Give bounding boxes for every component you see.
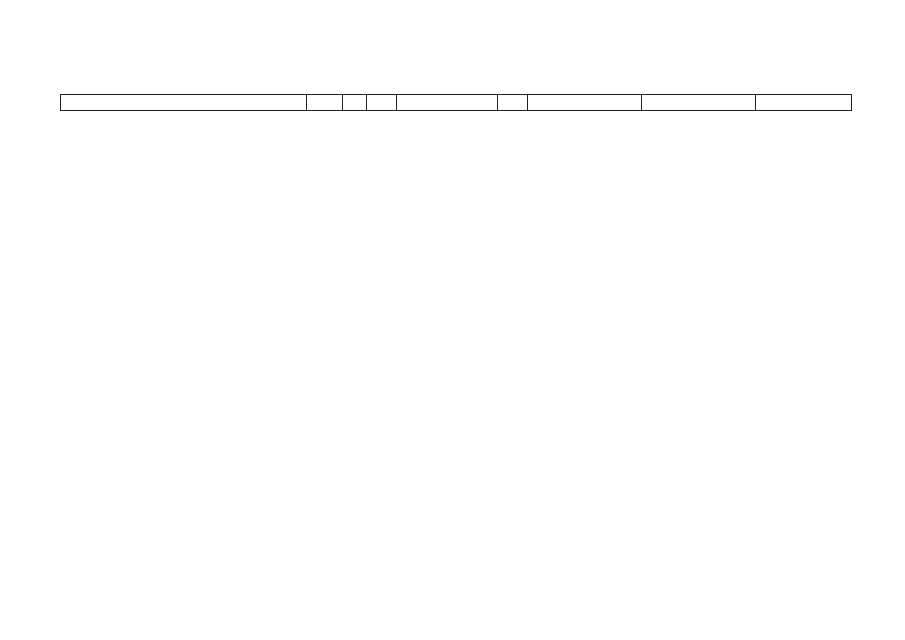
header-col-3 xyxy=(342,95,366,110)
header-col-2 xyxy=(306,95,342,110)
header-col-8 xyxy=(641,95,755,110)
header-col-4 xyxy=(366,95,396,110)
table-header xyxy=(60,94,852,111)
header-col-5 xyxy=(396,95,497,110)
header-col-9 xyxy=(755,95,851,110)
header-col-6 xyxy=(497,95,527,110)
header-col-7 xyxy=(527,95,641,110)
header-col-1 xyxy=(61,95,306,110)
